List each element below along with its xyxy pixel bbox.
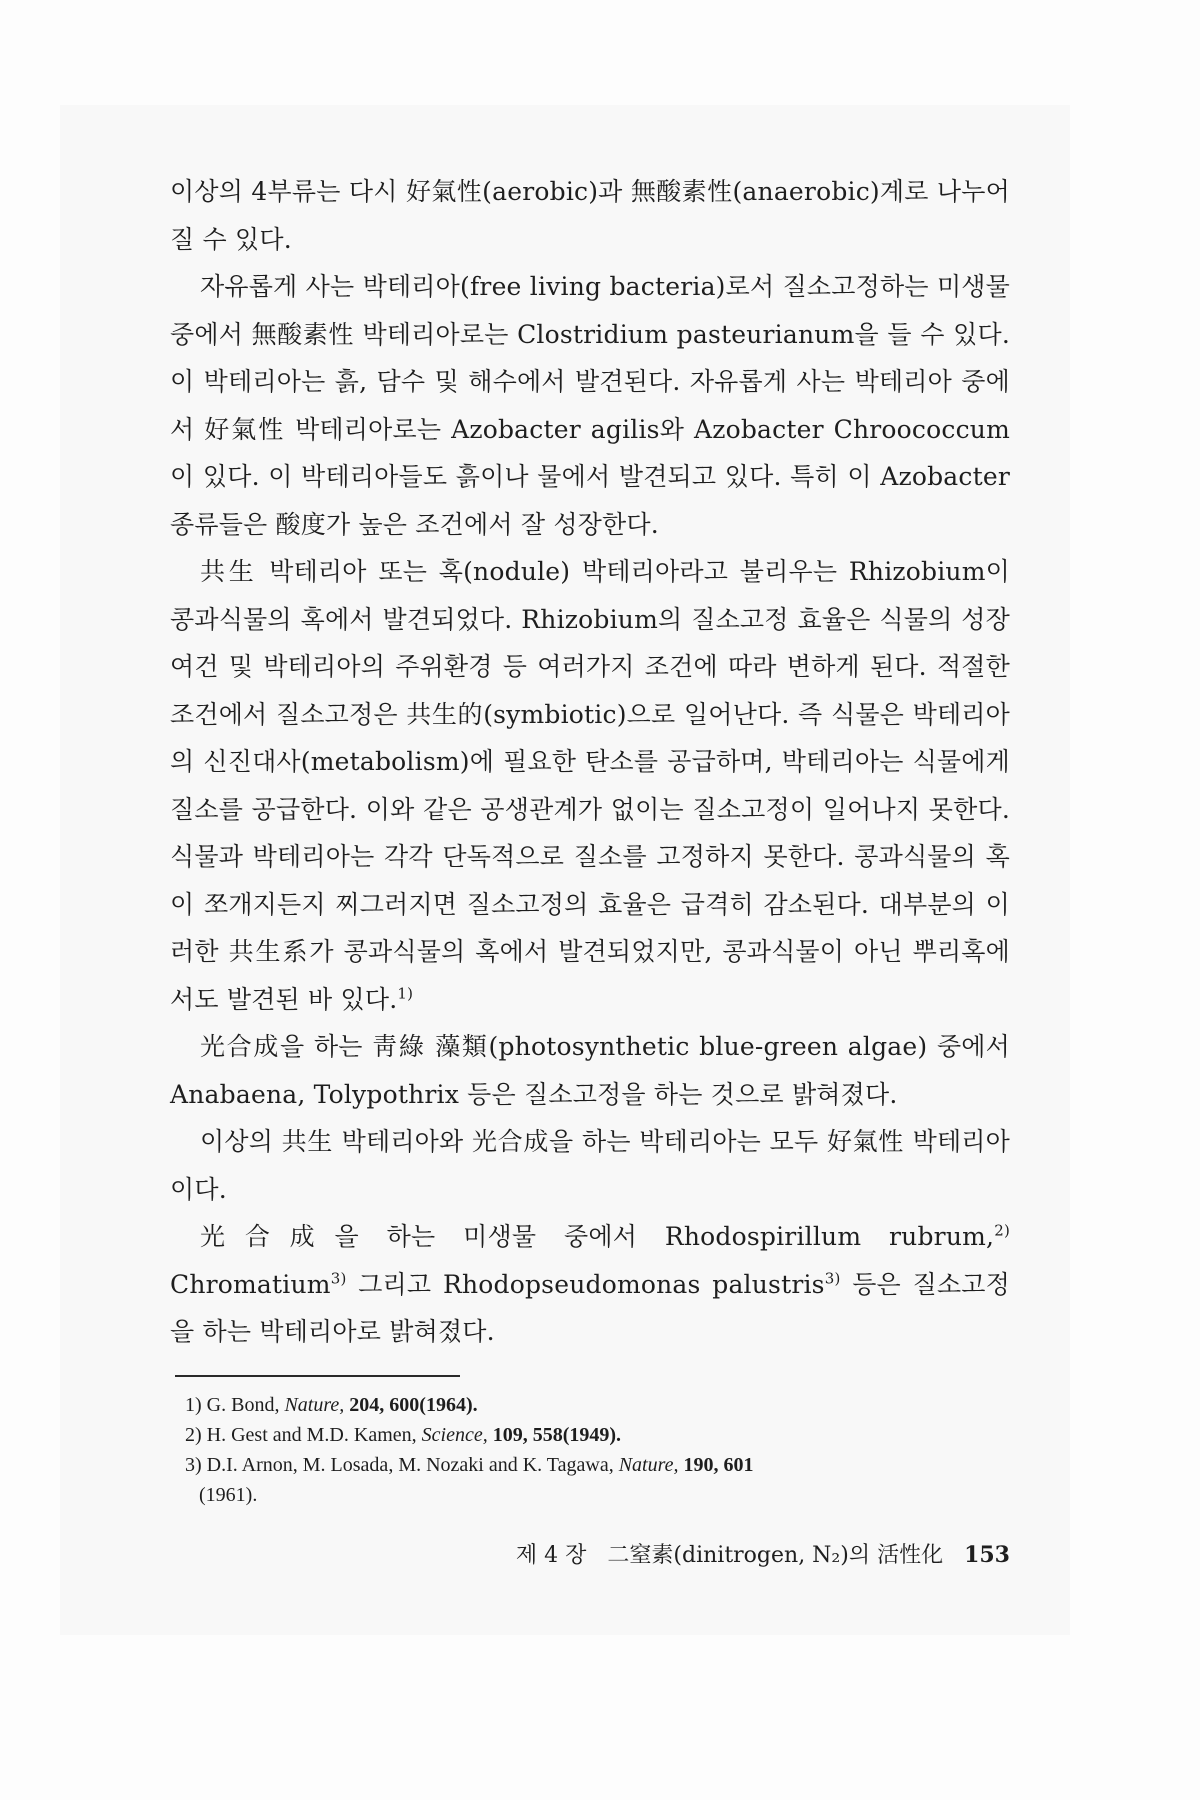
- chapter-title: 二窒素(dinitrogen, N₂)의 活性化: [607, 1543, 944, 1568]
- paragraph-6-part1: 光合成을 하는 미생물 중에서 Rhodospirillum rubrum,: [200, 1222, 995, 1251]
- footnote-number: 1): [185, 1394, 202, 1416]
- footnote-author: H. Gest and M.D. Kamen,: [206, 1424, 417, 1446]
- footnote-detail: 204, 600(1964).: [349, 1394, 478, 1416]
- footnote-ref-3a: 3): [330, 1269, 347, 1288]
- page-footer: [460, 1538, 1010, 1569]
- paragraph-6-part2: Chromatium: [170, 1269, 331, 1299]
- paragraph-2: 자유롭게 사는 박테리아(free living bacteria)로서 질소고정하는 미생물 중에서 無酸素性 박테리아로는 Clostridium pasteurianum을 들 수 있다. 이 박테리아는 흙, 담수 및 해수에서 발견된다. 자유롭게 사는 박테리아 중에서 好氣性 박테리아로는 Azobacter agilis와 Azobacter Chroococcum이 있다. 이 박테리아들도 흙이나 물에서 발견되고 있다. 특히 이 Azobacter 종류들은 酸度가 높은 조건에서 잘 성장한다.: [170, 272, 1010, 539]
- page-number: 153: [964, 1542, 1010, 1568]
- paragraph-3: [170, 548, 1010, 1023]
- footnote-number: 3): [185, 1454, 202, 1476]
- chapter-label: 제 4 장: [515, 1543, 587, 1568]
- footnote-journal: Nature,: [284, 1394, 345, 1416]
- footnote-author: D.I. Arnon, M. Losada, M. Nozaki and K. Tagawa,: [206, 1454, 614, 1476]
- paragraph-6: [170, 1213, 1010, 1356]
- footnote-author: G. Bond,: [206, 1394, 280, 1416]
- footnote-divider: [175, 1375, 460, 1377]
- body-text: [170, 168, 1010, 1356]
- footnote-journal: Nature,: [618, 1454, 679, 1476]
- paragraph-5: 이상의 共生 박테리아와 光合成을 하는 박테리아는 모두 好氣性 박테리아이다.: [170, 1127, 1010, 1204]
- footnote-ref-1: 1): [397, 984, 414, 1003]
- footnote-detail: 190, 601: [683, 1454, 754, 1476]
- paragraph-4: 光合成을 하는 靑綠 藻類(photosynthetic blue-green algae) 중에서 Anabaena, Tolypothrix 등은 질소고정을 하는 것으로 밝혀졌다.: [170, 1032, 1010, 1109]
- footnote-detail: 109, 558(1949).: [492, 1424, 622, 1446]
- footnotes: [185, 1390, 1005, 1510]
- footnote-ref-3b: 3): [824, 1269, 841, 1288]
- paragraph-3-text: 共生 박테리아 또는 혹(nodule) 박테리아라고 불리우는 Rhizobium이 콩과식물의 혹에서 발견되었다. Rhizobium의 질소고정 효율은 식물의 성장여건 및 박테리아의 주위환경 등 여러가지 조건에 따라 변하게 된다. 적절한 조건에서 질소고정은 共生的(symbiotic)으로 일어난다. 즉 식물은 박테리아의 신진대사(metabolism)에 필요한 탄소를 공급하며, 박테리아는 식물에게 질소를 공급한다. 이와 같은 공생관계가 없이는 질소고정이 일어나지 못한다. 식물과 박테리아는 각각 단독적으로 질소를 고정하지 못한다. 콩과식물의 혹이 쪼개지든지 찌그러지면 질소고정의 효율은 급격히 감소된다. 대부분의 이러한 共生系가 콩과식물의 혹에서 발견되었지만, 콩과식물이 아닌 뿌리혹에서도 발견된 바 있다.: [170, 557, 1010, 1014]
- paragraph-6-part4: 등은 질소고정을 하는 박테리아로 밝혀졌다.: [170, 1269, 1010, 1346]
- paragraph-6-part3: 그리고 Rhodopseudomonas palustris: [346, 1269, 825, 1299]
- footnote-ref-2: 2): [994, 1221, 1010, 1240]
- footnote-1: [185, 1390, 1005, 1420]
- footnote-2: [185, 1420, 1005, 1450]
- footnote-3: [185, 1450, 1005, 1480]
- paragraph-1: 이상의 4부류는 다시 好氣性(aerobic)과 無酸素性(anaerobic)계로 나누어 질 수 있다.: [170, 177, 1010, 254]
- footnote-number: 2): [185, 1424, 202, 1446]
- footnote-3-continuation: (1961).: [199, 1484, 258, 1506]
- footnote-journal: Science,: [421, 1424, 488, 1446]
